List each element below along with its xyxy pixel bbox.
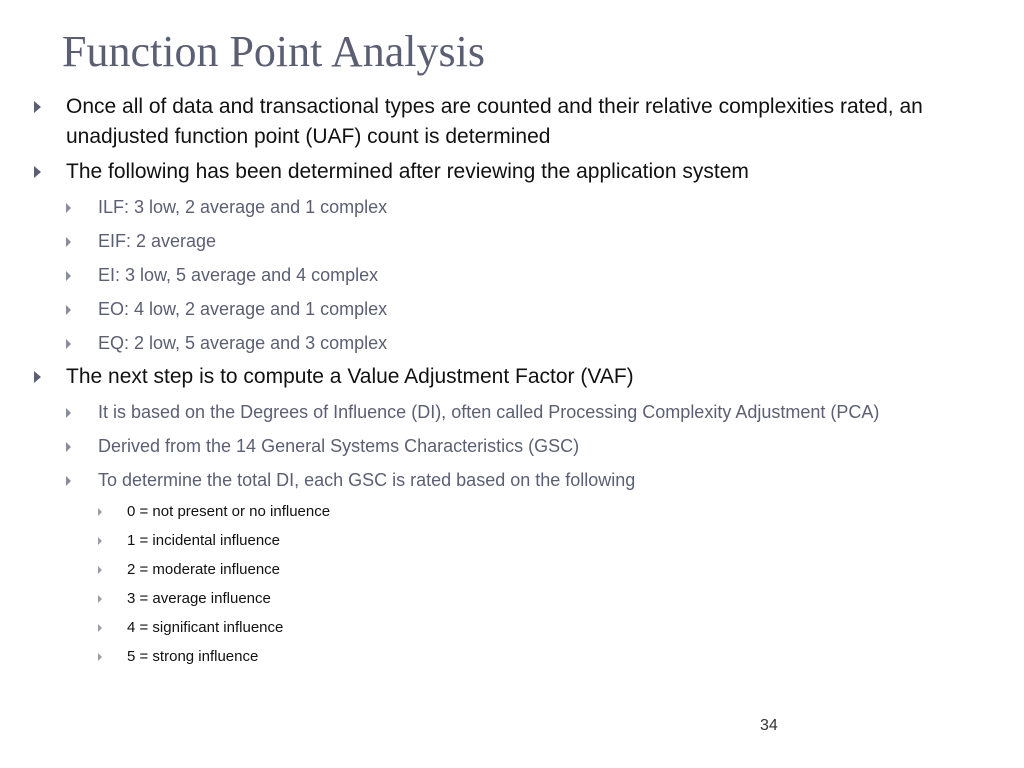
bullet-text: EIF: 2 average [98,231,217,251]
sub-sub-bullet-item [98,559,964,581]
slide-title: Function Point Analysis [62,27,485,76]
bullet-item [34,92,964,152]
sub-bullet-item [66,194,964,221]
bullet-text: 2 = moderate influence [127,561,281,578]
bullet-text: ILF: 3 low, 2 average and 1 complex [98,197,388,217]
bullet-item [34,362,964,392]
sub-sub-bullet-item [98,617,964,639]
triangle-bullet-icon [66,408,71,418]
sub-sub-bullet-item [98,646,964,668]
bullet-text: To determine the total DI, each GSC is rated based on the following [98,470,636,490]
triangle-bullet-icon [34,371,41,383]
triangle-bullet-icon [34,101,41,113]
bullet-text: Derived from the 14 General Systems Characteristics (GSC) [98,436,580,456]
triangle-bullet-icon [66,237,71,247]
bullet-text: The following has been determined after reviewing the application system [66,160,749,183]
triangle-bullet-icon [66,476,71,486]
triangle-bullet-icon [98,508,102,516]
bullet-text: EQ: 2 low, 5 average and 3 complex [98,333,388,353]
bullet-text: EO: 4 low, 2 average and 1 complex [98,299,388,319]
bullet-text: 5 = strong influence [127,648,259,665]
bullet-text: 3 = average influence [127,590,271,607]
triangle-bullet-icon [98,595,102,603]
bullet-text: The next step is to compute a Value Adjustment Factor (VAF) [66,365,634,388]
sub-bullet-item [66,399,964,426]
triangle-bullet-icon [98,537,102,545]
sub-bullet-item [66,228,964,255]
triangle-bullet-icon [98,566,102,574]
triangle-bullet-icon [66,203,71,213]
triangle-bullet-icon [66,305,71,315]
bullet-text: 1 = incidental influence [127,532,281,549]
page-number: 34 [760,717,778,734]
sub-bullet-item [66,330,964,357]
triangle-bullet-icon [66,442,71,452]
bullet-text: It is based on the Degrees of Influence (DI), often called Processing Complexity Adjustment (PCA) [98,402,880,422]
triangle-bullet-icon [66,271,71,281]
bullet-list [34,92,964,668]
bullet-text: EI: 3 low, 5 average and 4 complex [98,265,379,285]
triangle-bullet-icon [98,624,102,632]
triangle-bullet-icon [98,653,102,661]
sub-bullet-item [66,467,964,494]
sub-sub-bullet-item [98,530,964,552]
triangle-bullet-icon [34,166,41,178]
sub-bullet-item [66,296,964,323]
bullet-text: 4 = significant influence [127,619,284,636]
bullet-text: 0 = not present or no influence [127,503,331,520]
sub-sub-bullet-item [98,501,964,523]
sub-bullet-item [66,433,964,460]
bullet-item [34,157,964,187]
triangle-bullet-icon [66,339,71,349]
sub-sub-bullet-item [98,588,964,610]
sub-bullet-item [66,262,964,289]
bullet-text: Once all of data and transactional types are counted and their relative complexities rated, an unadjusted function point (UAF) count is determined [66,95,923,148]
